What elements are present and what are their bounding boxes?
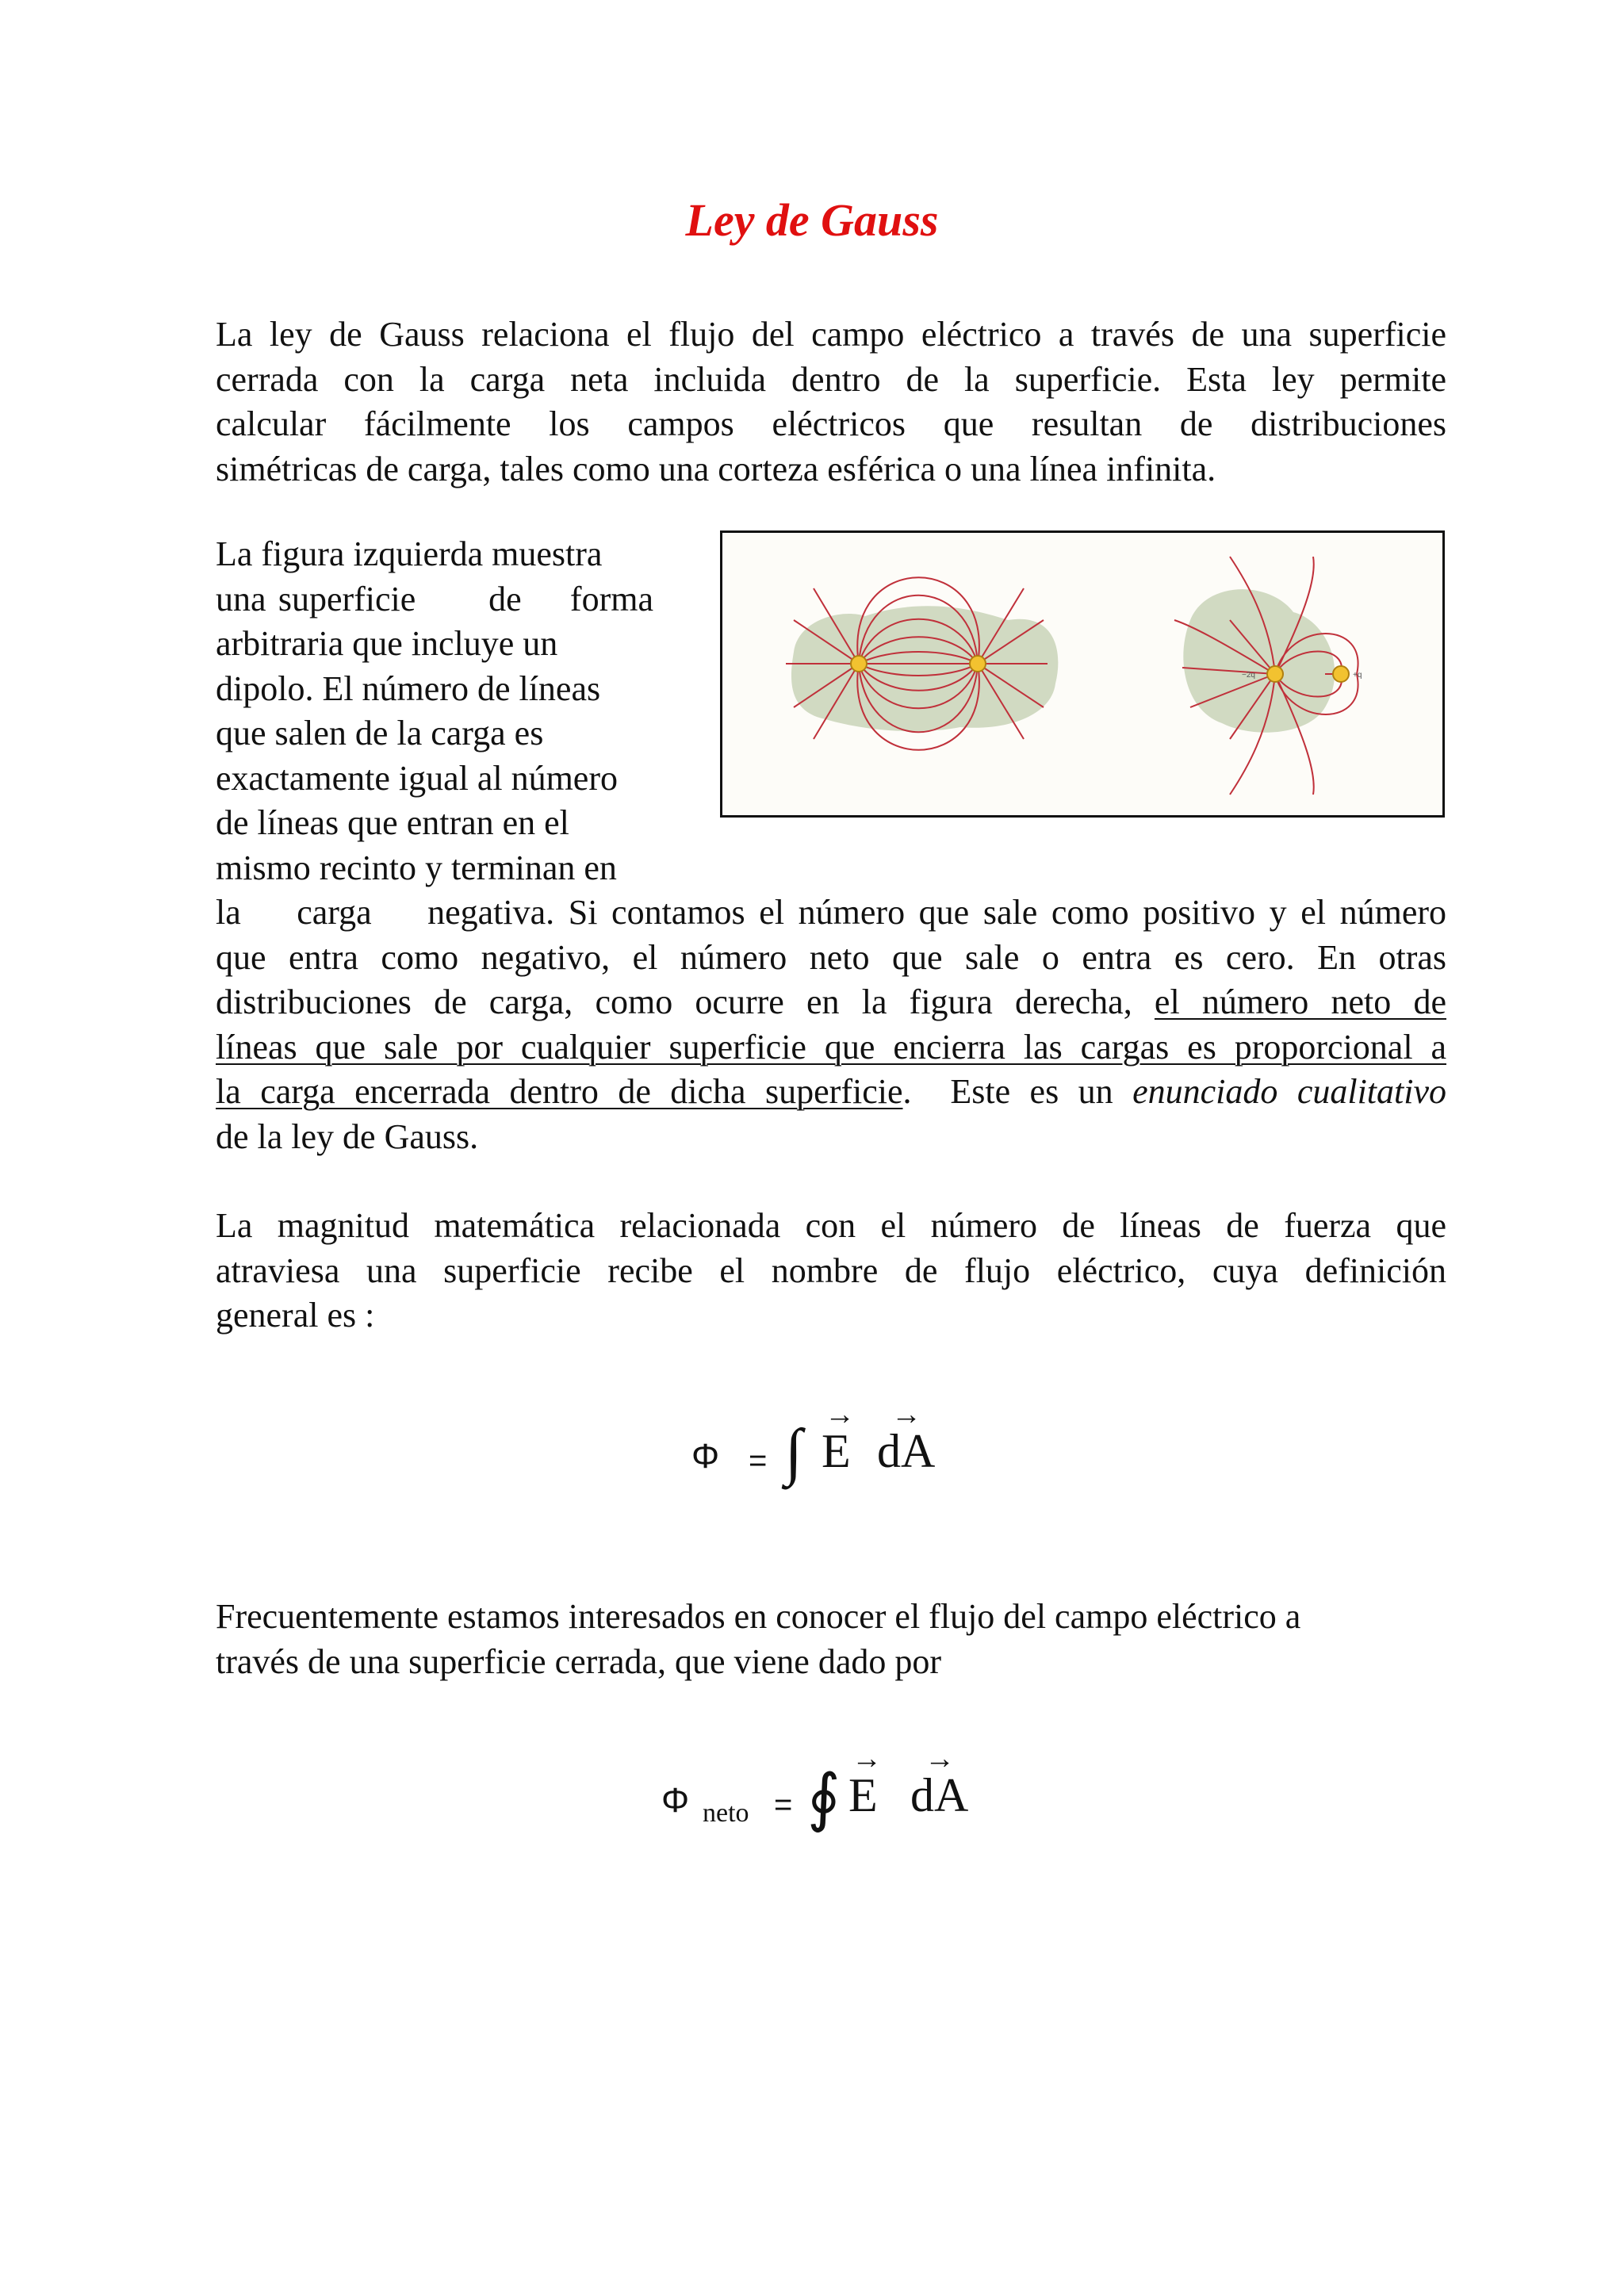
arrow-E: → <box>852 1742 882 1775</box>
text-line: de la ley de Gauss. <box>216 1116 479 1156</box>
text-line <box>216 1070 1446 1115</box>
text-line: La figura izquierda muestra <box>216 534 603 573</box>
text-line: la carga negativa. Si contamos el número que sale como positivo y el número <box>216 893 1446 932</box>
field-lines-diagram <box>722 533 1442 815</box>
text-line: dipolo. El número de líneas <box>216 668 601 708</box>
equals-sign: = <box>749 1443 768 1478</box>
text-line: atraviesa una superficie recibe el nombre de flujo eléctrico, cuya definición <box>216 1250 1446 1290</box>
positive-charge <box>851 656 867 672</box>
paragraph-figure-wrap <box>216 532 653 890</box>
paragraph-closed-surface <box>216 1595 1405 1684</box>
subscript-neto: neto <box>703 1798 749 1828</box>
text-line: exactamente igual al número <box>216 758 618 798</box>
text-line: La ley de Gauss relaciona el flujo del campo eléctrico a través de una superficie <box>216 315 1446 354</box>
vector-dA: dA <box>910 1769 969 1821</box>
text-line: que entra como negativo, el número neto que sale o entra es cero. En otras <box>216 937 1446 977</box>
italic-text: enunciado cualitativo <box>1132 1072 1446 1111</box>
contour-integral-symbol: ∮ <box>807 1764 841 1833</box>
text-run: . Este es un <box>902 1072 1133 1111</box>
text-line: mismo recinto y terminan en <box>216 848 617 887</box>
paragraph-flux-definition <box>216 1204 1446 1338</box>
paragraph-intro <box>216 312 1446 492</box>
underlined-text: líneas que sale por cualquier superficie que encierra las cargas es proporcional a <box>216 1027 1446 1067</box>
vector-E: E <box>822 1425 851 1477</box>
text-line <box>216 980 1446 1025</box>
text-line: general es : <box>216 1296 375 1335</box>
text-line: arbitraria que incluye un <box>216 624 558 663</box>
negative-charge <box>970 656 986 672</box>
text-line <box>216 1025 1446 1070</box>
text-line: que salen de la carga es <box>216 714 544 753</box>
underlined-text: el número neto de <box>1154 982 1446 1021</box>
gaussian-surface-left <box>791 606 1058 731</box>
text-line: simétricas de carga, tales como una corteza esférica o una línea infinita. <box>216 449 1216 488</box>
text-line: La magnitud matemática relacionada con el número de líneas de fuerza que <box>216 1206 1446 1245</box>
page-title: Ley de Gauss <box>685 194 939 246</box>
integral-symbol: ∫ <box>785 1417 802 1487</box>
vector-dA: dA <box>877 1425 936 1477</box>
charge-plus-q <box>1333 666 1349 682</box>
label-plus-q: +q <box>1353 671 1362 680</box>
phi-symbol: Φ <box>661 1781 690 1820</box>
text-run: distribuciones de carga, como ocurre en la figura derecha, <box>216 982 1155 1021</box>
vector-E: E <box>848 1769 878 1821</box>
text-line: través de una superficie cerrada, que viene dado por <box>216 1641 941 1681</box>
text-line: calcular fácilmente los campos eléctricos que resultan de distribuciones <box>216 404 1446 443</box>
dipole-field-figure <box>720 530 1445 818</box>
underlined-text: la carga encerrada dentro de dicha superficie <box>216 1072 903 1111</box>
text-line: cerrada con la carga neta incluida dentro de la superficie. Esta ley permite <box>216 359 1446 399</box>
text-line: Frecuentemente estamos interesados en conocer el flujo del campo eléctrico a <box>216 1597 1301 1636</box>
equals-sign: = <box>774 1787 793 1822</box>
text-line: una superficie de forma <box>216 579 653 618</box>
phi-symbol: Φ <box>691 1437 720 1476</box>
arrow-E: → <box>825 1398 855 1431</box>
text-line: de líneas que entran en el <box>216 803 569 842</box>
arrow-dA: → <box>891 1398 921 1431</box>
charge-minus-2q <box>1267 666 1283 682</box>
paragraph-dipole-continued <box>216 890 1446 1159</box>
arrow-dA: → <box>925 1742 955 1775</box>
label-minus-2q: −2q <box>1242 671 1255 680</box>
